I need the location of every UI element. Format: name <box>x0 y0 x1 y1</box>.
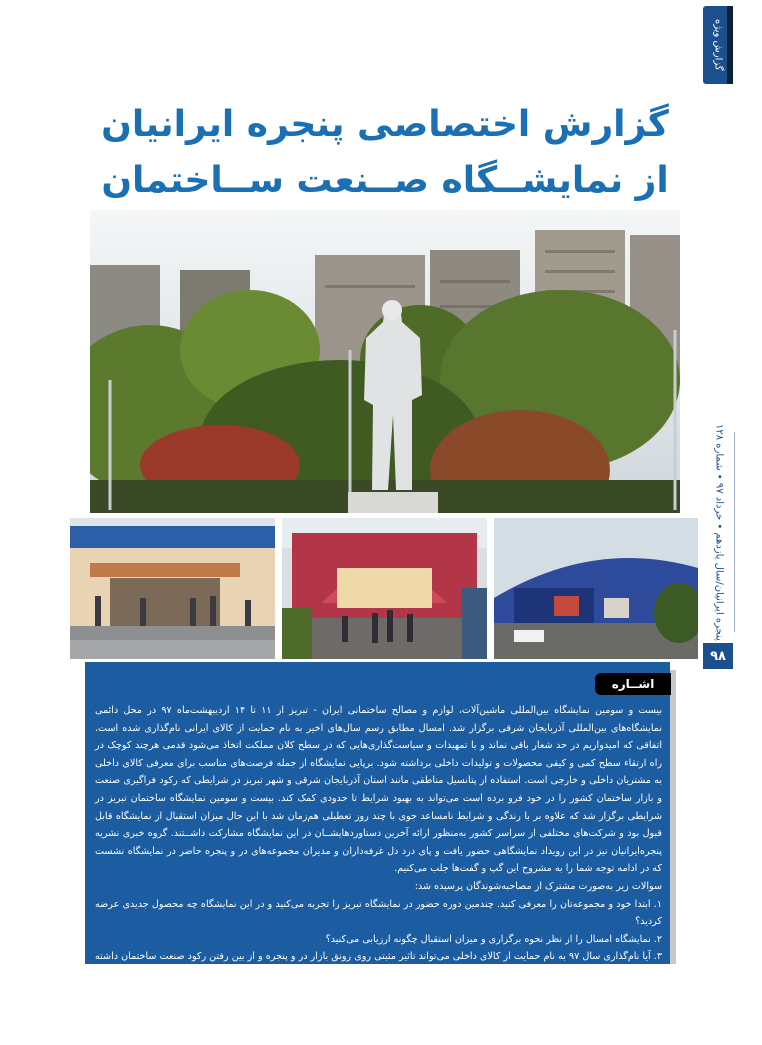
running-header-text: پنجره ایرانیان/سال یازدهم • خرداد ۹۷ • شماره ۱۲۸ <box>713 423 725 641</box>
question-2: ۲. نمایشگاه امسال را از نظر نحوه برگزاری و میزان استقبال چگونه ارزیابی می‌کنید؟ <box>325 933 662 945</box>
running-header-rule <box>734 432 735 632</box>
page-number: ۹۸ <box>703 643 733 669</box>
hero-photo-statue <box>90 210 680 513</box>
intro-paragraph: بیست و سومین نمایشگاه بین‌المللی ماشین‌آلات، لوازم و مصالح ساختمانی ایران - تبریز از ۱۱ تا ۱۴ اردیبهشت‌ماه ۹۷ در محل دائمی نمایشگاه‌های بین‌المللی آذربایجان شرقی برگزار شد. امسال مطابق رسم سال‌های اخیر به نام حمایت از کالای ایرانی نام‌گذاری شده است. اتفاقی که امیدواریم در حد شعار باقی نماند و با تمهیدات و سیاست‌گذاری‌هایی که در سطح کلان مملکت اتخاذ می‌شود قدمی هرچند کوچک در راه ارتقاء سطح کمی و کیفی محصولات و تولیدات داخلی برداشته شود. برپایی نمایشگاه از جمله فرصت‌های مناسب برای معرفی کالای داخلی به مشتریان داخلی و خارجی است. استفاده از پتانسیل مناطقی مانند استان آذربایجان شرقی و شهر تبریز در شرایطی که رکود فراگیری صنعت و بازار ساختمان کشور را در خود فرو برده است می‌تواند به بهبود شرایط تا حدودی کمک کند. بیست و سومین نمایشگاه ساختمان تبریز در شرایطی برگزار شد که علاوه بر با رندگی و شرایط نامساعد جوی با چند روز تعطیلی هم‌زمان شد با این حال میزان استقبال از نمایشگاه قابل قبول بود و شرکت‌های مختلفی از سراسر کشور به‌منظور ارائه آخرین دستاوردهایشــان در این نمایشگاه مشارکت داشــتند. گروه خبری نشریه پنجره‌ایرانیان نیز در این رویداد نمایشگاهی حضور یافت و پای درد دل غرفه‌داران و مدیران مجموعه‌های در و پنجره حاضر در نمایشگاه نشست که در ادامه توجه شما را به مشروح این گپ و گفت‌ها جلب می‌کنیم. <box>95 705 662 875</box>
thumb-photo-entrance-left <box>70 518 275 659</box>
questions-intro: سوالات زیر به‌صورت مشترک از مصاحبه‌شوندگان پرسیده شد: <box>414 880 662 892</box>
thumb-photo-entrance-middle <box>282 518 487 659</box>
thumb-photo-hall-right <box>494 518 698 659</box>
section-tab-label: گزارش ویژه <box>712 19 724 71</box>
thumb-middle-drawing <box>282 518 487 659</box>
intro-box-shadow <box>670 670 676 964</box>
article-title-line2: از نمایشــگاه صــنعت ســاختمان <box>101 160 669 201</box>
intro-heading: اشــاره <box>595 673 671 695</box>
question-1: ۱. ابتدا خود و مجموعه‌تان را معرفی کنید. چندمین دوره حضور در نمایشگاه تبریز را تجربه می‌کنید و در این نمایشگاه چه محصول جدیدی عرضه کردید؟ <box>95 898 662 928</box>
intro-text <box>95 702 662 984</box>
article-title-line1: گزارش اختصاصی پنجره ایرانیان <box>101 104 669 145</box>
thumb-right-drawing <box>494 518 698 659</box>
question-3: ۳. آیا نام‌گذاری سال ۹۷ به نام حمایت از کالای داخلی می‌تواند تاثیر مثبتی روی رونق بازار در و پنجره و از بین رفتن رکود صنعت ساختمان داشته باشد؟ <box>95 951 662 980</box>
section-tab <box>703 6 733 84</box>
hero-photo-drawing <box>90 210 680 513</box>
running-header-vertical <box>705 423 733 641</box>
section-tab-edge <box>727 6 733 84</box>
thumb-left-drawing <box>70 518 275 659</box>
